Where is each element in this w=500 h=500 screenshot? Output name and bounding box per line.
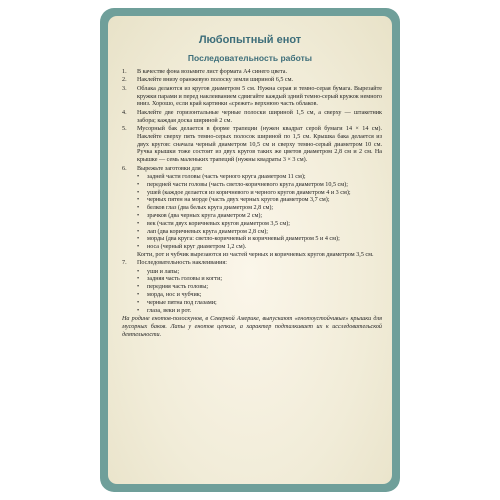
step-number: 5.	[122, 125, 127, 132]
bullet-icon: •	[137, 189, 140, 196]
instructions	[122, 69, 382, 340]
list-item: • уши и лапы;	[137, 268, 180, 275]
step-item	[122, 166, 382, 174]
list-item: • задней части головы (часть черного круга диаметром 11 см);	[137, 173, 306, 180]
bullet-icon: •	[137, 181, 140, 188]
bullet-icon: •	[137, 205, 140, 212]
step-number: 1.	[122, 69, 127, 75]
step-text: Мусорный бак делается в форме трапеции (нужен квадрат серой бумаги 14 × 14 см). Наклейте сверху пять темно-серых полосок шириной по 1,5 см. Крышка бака делается из двух кругов: сначала черный диаметром 10,5 см и сверху темно-серый диаметром 10 см. Ручка крышки тоже состоит из двух кругов таких же цветов диаметром 2,8 см и 2 см. На крышке — семь маленьких трапеций (нужны квадраты 3 × 3 см).	[137, 125, 382, 164]
list-item: • морды (два круга: светло-коричневый и коричневый диаметром 5 и 4 см);	[137, 236, 340, 243]
card-content	[108, 16, 392, 484]
section-subtitle: Последовательность работы	[187, 53, 313, 63]
blanks-list	[122, 174, 382, 252]
list-item: • век (части двух коричневых кругов диаметром 3,5 см);	[137, 220, 290, 227]
step-text: Наклейте внизу оранжевую полоску земли шириной 6,5 см.	[137, 77, 294, 84]
step-text: Облака делаются из кругов диаметром 5 см. Нужна серая и темно-серая бумага. Вырезайте кружки парами и перед наклеиванием сдвигайте каждый здний темно-серый кружок немного вниз. Хорошо, если край картинки «срежет» верхнюю часть облаков.	[137, 85, 382, 108]
step-text: Последовательность наклеивания:	[137, 260, 227, 267]
step-text: Наклейте две горизонтальные черные полоски шириной 1,5 см, а сверху — штакетник забора; каждая доска шириной 2 см.	[137, 109, 382, 124]
list-item: • белков глаз (два белых круга диаметром 2,8 см);	[137, 205, 274, 212]
list-item: • морда, нос и чубчик;	[137, 292, 202, 299]
step-item	[122, 260, 382, 268]
bullet-icon: •	[137, 236, 140, 243]
list-item: • глаза, веки и рот.	[137, 307, 192, 314]
step-number: 2.	[122, 77, 127, 84]
step-number: 7.	[122, 260, 127, 267]
page-title: Любопытный енот	[198, 34, 302, 46]
step-number: 6.	[122, 165, 127, 172]
bullet-icon: •	[137, 292, 140, 299]
bullet-icon: •	[137, 197, 140, 204]
step-item	[122, 86, 382, 109]
bullet-icon: •	[137, 244, 140, 251]
card-frame	[100, 8, 400, 492]
bullet-icon: •	[137, 299, 140, 306]
blanks-note: Когти, рот и чубчик вырезаются из частей черных и коричневых кругов диаметром 3,5 см.	[137, 251, 374, 258]
step-item	[122, 110, 382, 126]
list-item: • зрачков (два черных круга диаметром 2 см);	[137, 212, 263, 219]
bullet-icon: •	[137, 173, 140, 180]
list-item: • носа (черный круг диаметром 1,2 см).	[137, 244, 247, 251]
order-list	[122, 269, 382, 316]
list-item: • черных пятен на морде (часть двух черных кругов диаметром 3,7 см);	[137, 197, 330, 204]
step-number: 3.	[122, 85, 127, 92]
list-item: • черные пятна под глазами;	[137, 299, 217, 306]
step-item	[122, 69, 382, 77]
bullet-icon: •	[137, 284, 140, 291]
step-item	[122, 126, 382, 165]
step-text: Вырежьте заготовки для:	[137, 165, 203, 172]
bullet-icon: •	[137, 307, 140, 314]
list-item: • передней части головы (часть светло-коричневого круга диаметром 10,5 см);	[137, 181, 348, 188]
step-number: 4.	[122, 109, 127, 116]
bullet-icon: •	[137, 228, 140, 235]
list-item: • ушей (каждое делается из коричневого и черного кругов диаметром 4 и 3 см);	[137, 189, 351, 196]
list-item: • задняя часть головы и когти;	[137, 276, 223, 283]
list-item: • лап (два коричневых круга диаметром 2,8 см);	[137, 228, 268, 235]
bullet-icon: •	[137, 212, 140, 219]
step-text: В качестве фона возьмите лист формата А4 синего цвета.	[137, 69, 288, 75]
list-item: • передняя часть головы;	[137, 284, 209, 291]
closing-note: На родине енотов-полоскунов, в Северной Америке, выпускают «енотоустойчивые» крышки для мусорных баков. Лапы у енотов цепкие, а характер подталкивает их к исследовательской деятельности.	[122, 316, 382, 339]
bullet-icon: •	[137, 220, 140, 227]
bullet-icon: •	[137, 268, 140, 275]
step-item	[122, 77, 382, 85]
bullet-icon: •	[137, 276, 140, 283]
